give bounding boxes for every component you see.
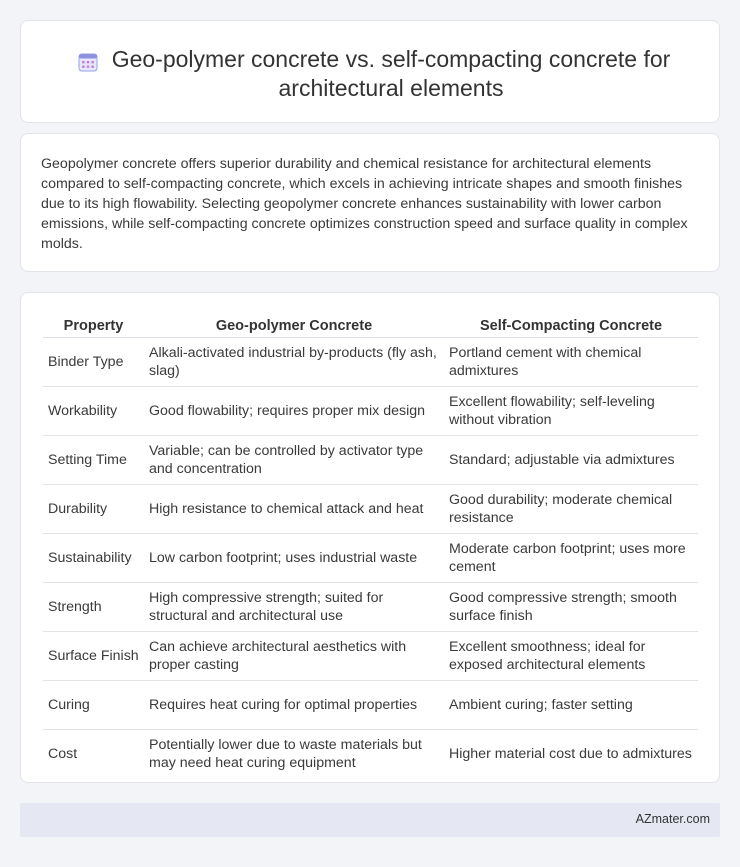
page-title: Geo-polymer concrete vs. self-compacting concrete for architectural elements xyxy=(111,46,671,101)
property-cell: Surface Finish xyxy=(43,631,144,680)
property-cell: Curing xyxy=(43,680,144,729)
property-cell: Setting Time xyxy=(43,435,144,484)
geopolymer-cell: Requires heat curing for optimal properties xyxy=(144,680,444,729)
property-cell: Sustainability xyxy=(43,533,144,582)
summary-text: Geopolymer concrete offers superior durability and chemical resistance for architectural elements compared to self-compacting concrete, which excels in achieving intricate shapes and smooth finishes due to its high flowability. Selecting geopolymer concrete enhances sustainability with lower carbon emissions, while self-compacting concrete optimizes construction speed and surface quality in complex molds. xyxy=(41,156,688,252)
comparison-table xyxy=(43,315,698,778)
geopolymer-cell: Low carbon footprint; uses industrial waste xyxy=(144,533,444,582)
scc-cell: Higher material cost due to admixtures xyxy=(449,745,692,762)
scc-cell: Portland cement with chemical admixtures xyxy=(444,337,698,386)
property-cell: Workability xyxy=(43,386,144,435)
summary-card xyxy=(20,133,720,272)
table-header-row xyxy=(43,315,698,337)
comparison-table-card xyxy=(20,292,720,783)
column-header: Geo-polymer Concrete xyxy=(144,315,444,337)
property-cell: Strength xyxy=(43,582,144,631)
geopolymer-cell: Variable; can be controlled by activator type and concentration xyxy=(144,435,444,484)
table-row xyxy=(43,680,698,729)
property-cell: Cost xyxy=(48,745,78,762)
geopolymer-cell: Good flowability; requires proper mix design xyxy=(144,386,444,435)
table-row xyxy=(43,484,698,533)
property-cell: Binder Type xyxy=(43,337,144,386)
scc-cell: Excellent flowability; self-leveling without vibration xyxy=(444,386,698,435)
footer-bar xyxy=(20,803,720,837)
calendar-grid-icon xyxy=(77,51,99,73)
table-row xyxy=(43,337,698,386)
table-row xyxy=(43,631,698,680)
scc-cell: Moderate carbon footprint; uses more cement xyxy=(444,533,698,582)
geopolymer-cell: Alkali-activated industrial by-products (fly ash, slag) xyxy=(144,337,444,386)
scc-cell: Good durability; moderate chemical resistance xyxy=(444,484,698,533)
table-row xyxy=(43,533,698,582)
title-card xyxy=(20,20,720,123)
scc-cell: Good compressive strength; smooth surface finish xyxy=(444,582,698,631)
scc-cell: Ambient curing; faster setting xyxy=(444,680,698,729)
table-row xyxy=(43,729,698,778)
geopolymer-cell: High resistance to chemical attack and heat xyxy=(144,484,444,533)
scc-cell: Excellent smoothness; ideal for exposed architectural elements xyxy=(444,631,698,680)
column-header: Self-Compacting Concrete xyxy=(444,315,698,337)
column-header: Property xyxy=(43,315,144,337)
property-cell: Durability xyxy=(43,484,144,533)
scc-cell: Standard; adjustable via admixtures xyxy=(444,435,698,484)
table-row xyxy=(43,386,698,435)
title-wrap xyxy=(61,45,699,103)
geopolymer-cell: High compressive strength; suited for structural and architectural use xyxy=(144,582,444,631)
geopolymer-cell: Potentially lower due to waste materials but may need heat curing equipment xyxy=(149,736,422,771)
footer-brand[interactable]: AZmater.com xyxy=(635,812,710,826)
table-row xyxy=(43,582,698,631)
table-row xyxy=(43,435,698,484)
geopolymer-cell: Can achieve architectural aesthetics with proper casting xyxy=(144,631,444,680)
